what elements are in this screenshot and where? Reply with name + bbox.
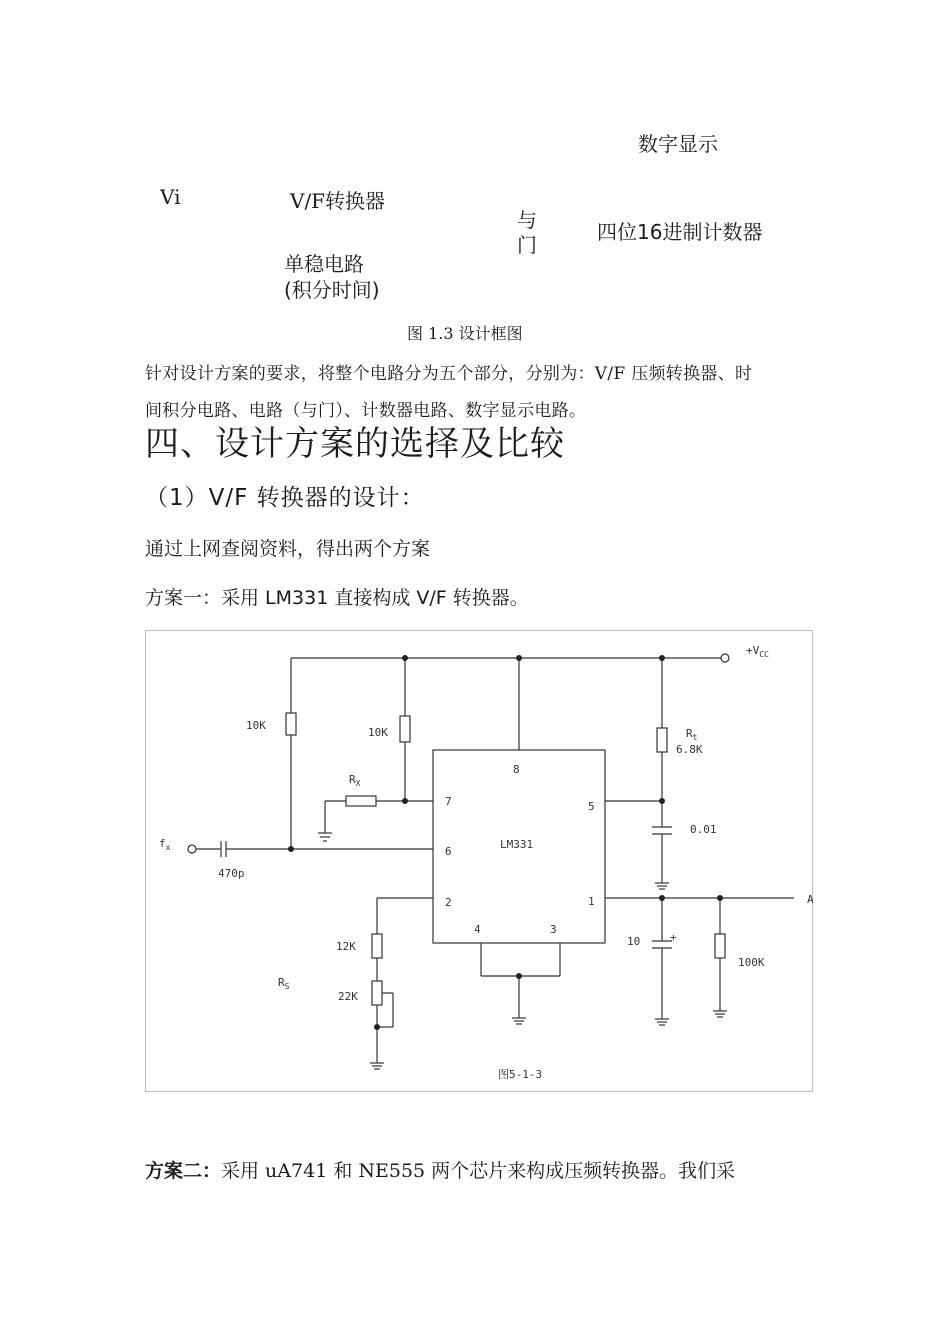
rs-label: $R_S$: [278, 976, 290, 991]
plan-two: [145, 1156, 735, 1183]
circuit-svg: [146, 631, 814, 1093]
rx-label: $R_X$: [349, 773, 361, 788]
vf-converter-block-label: V/F转换器: [290, 189, 386, 213]
display-block-label: 数字显示: [638, 132, 718, 156]
research-line: 通过上网查阅资料，得出两个方案: [145, 538, 431, 560]
chip-label: LM331: [500, 838, 534, 851]
pin-3-label: 3: [550, 923, 557, 936]
r-10k-mid-label: 10K: [368, 726, 388, 739]
r-22k-label: 22K: [338, 990, 358, 1003]
pin-5-label: 5: [588, 800, 595, 813]
monostable-block-label-line2: (积分时间): [284, 278, 380, 302]
r-12k-label: 12K: [336, 940, 356, 953]
rt-label: $R_t$: [686, 727, 698, 742]
rt-value-label: 6.8K: [676, 743, 703, 756]
pin-8-label: 8: [513, 763, 520, 776]
output-label: A: [807, 893, 814, 906]
monostable-block-label-line1: 单稳电路: [284, 252, 364, 276]
plan-two-text: 采用 uA741 和 NE555 两个芯片来构成压频转换器。我们采: [221, 1160, 736, 1182]
pin-4-label: 4: [474, 923, 481, 936]
subsection-title: （1）V/F 转换器的设计：: [145, 485, 425, 511]
circuit-figure-label: 图5-1-3: [498, 1068, 543, 1081]
figure-caption: 图 1.3 设计框图: [407, 324, 523, 343]
lm331-circuit-diagram: [145, 630, 813, 1092]
vcc-label: $+V_{CC}$: [746, 644, 769, 659]
and-gate-label-line2: 门: [517, 233, 537, 257]
intro-line-2: 间积分电路、电路（与门）、计数器电路、数字显示电路。: [145, 401, 587, 421]
pin-2-label: 2: [445, 896, 452, 909]
and-gate-label-line1: 与: [517, 208, 537, 232]
cap-001-label: 0.01: [690, 823, 717, 836]
counter-block-label: 四位16进制计数器: [597, 220, 763, 244]
r-100k-label: 100K: [738, 956, 765, 969]
pin-1-label: 1: [588, 895, 595, 908]
intro-line-1: 针对设计方案的要求，将整个电路分为五个部分，分别为：V/F 压频转换器、时: [145, 364, 753, 384]
vi-label: Vi: [160, 185, 181, 209]
pin-7-label: 7: [445, 795, 452, 808]
cap-470p-label: 470p: [218, 867, 245, 880]
section-title: 四、设计方案的选择及比较: [145, 424, 565, 464]
cap-plus-label: +: [670, 931, 677, 944]
plan-two-label: 方案二：: [145, 1160, 222, 1182]
cap-10-label: 10: [627, 935, 641, 948]
plan-one: 方案一：采用 LM331 直接构成 V/F 转换器。: [145, 587, 529, 609]
pin-6-label: 6: [445, 845, 452, 858]
fx-label: $f_x$: [159, 837, 171, 852]
r-10k-left-label: 10K: [246, 719, 266, 732]
